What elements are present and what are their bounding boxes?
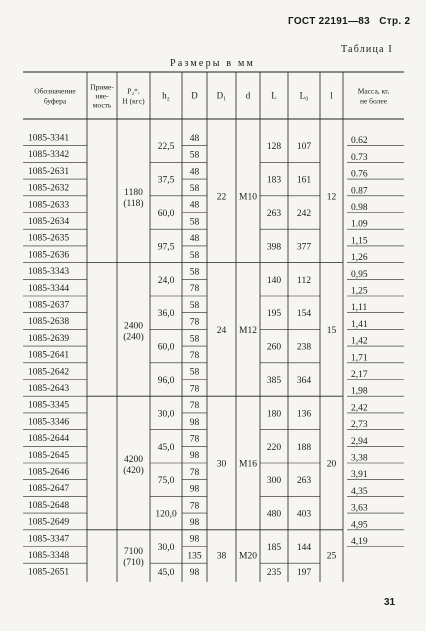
- column-header-d: d: [245, 90, 251, 101]
- buffer-designation: 1085-2636: [28, 250, 70, 261]
- buffer-designation: 1085-2639: [28, 333, 70, 344]
- h2-value: 97,5: [157, 242, 175, 253]
- h2-value: 24,0: [157, 275, 175, 286]
- h2-value: 36,0: [157, 309, 175, 320]
- mass-value: 3,63: [351, 503, 368, 514]
- length-l0-value: 144: [296, 543, 312, 553]
- mass-value: 1.09: [351, 219, 368, 230]
- nominal-force-value: 1180: [124, 187, 143, 198]
- buffer-designation: 1085-3347: [28, 534, 70, 545]
- h2-value: 37,5: [157, 175, 175, 186]
- length-value: 140: [266, 275, 282, 286]
- d1-value: 30: [216, 459, 227, 470]
- d-outer-value: 98: [189, 451, 200, 462]
- buffer-designation: 1085-3344: [28, 283, 70, 294]
- length-l0-value: 364: [296, 376, 312, 386]
- length-value: 195: [266, 309, 282, 320]
- d-outer-value: 78: [189, 401, 200, 412]
- length-l0-value: 403: [296, 509, 312, 520]
- d-outer-value: 48: [189, 200, 200, 211]
- length-value: 183: [266, 175, 282, 186]
- h2-value: 60,0: [157, 209, 175, 219]
- d-outer-value: 58: [189, 334, 200, 345]
- d-outer-value: 98: [189, 417, 200, 428]
- mass-value: 1,71: [351, 353, 368, 364]
- buffer-designation: 1085-2643: [28, 384, 70, 394]
- h2-value: 60,0: [157, 342, 175, 353]
- length-value: 260: [266, 342, 282, 353]
- d-outer-value: 58: [189, 367, 200, 378]
- length-value: 220: [266, 442, 282, 453]
- mass-value: 0.62: [351, 136, 368, 147]
- d-outer-value: 78: [189, 317, 200, 328]
- nominal-force-kgf-value: (240): [123, 332, 144, 343]
- column-header-mass: не более: [359, 96, 388, 106]
- d-outer-value: 58: [189, 150, 200, 161]
- mass-value: 2,42: [351, 403, 368, 414]
- d1-value: 24: [216, 325, 227, 336]
- mass-value: 0,95: [351, 269, 368, 280]
- nominal-force-kgf-value: (710): [123, 557, 144, 568]
- column-header-D: D: [191, 90, 198, 101]
- column-header-mass: Масса, кг,: [357, 86, 390, 96]
- d-outer-value: 58: [189, 300, 200, 311]
- buffer-designation: 1085-2644: [28, 434, 70, 445]
- h2-value: 30,0: [157, 409, 175, 420]
- l-value: 20: [326, 459, 337, 470]
- mass-value: 0.98: [351, 203, 368, 213]
- length-value: 300: [266, 476, 282, 487]
- column-header-p2: Н (кгс): [122, 96, 145, 106]
- d-outer-value: 58: [189, 267, 200, 278]
- column-header-applicability: няе-: [95, 91, 109, 101]
- buffer-designation: 1085-3346: [28, 417, 70, 428]
- d-outer-value: 48: [189, 234, 200, 245]
- nominal-force-value: 7100: [124, 546, 143, 557]
- nominal-force-value: 4200: [124, 455, 143, 465]
- column-header-p2: P₂*,: [127, 86, 140, 96]
- l-value: 15: [326, 325, 337, 336]
- d-outer-value: 58: [189, 183, 200, 194]
- buffer-designation: 1085-2635: [28, 233, 70, 244]
- table-label: Таблица I: [341, 44, 393, 55]
- d-outer-value: 98: [189, 517, 200, 528]
- length-value: 480: [266, 509, 282, 520]
- nominal-force-kgf-value: (118): [123, 198, 144, 209]
- buffer-designation: 1085-2647: [28, 484, 70, 495]
- length-l0-value: 188: [296, 442, 312, 453]
- mass-value: 2,94: [351, 436, 368, 447]
- d-outer-value: 58: [189, 250, 200, 261]
- column-header-designation: буфера: [43, 96, 67, 106]
- length-value: 398: [266, 242, 282, 253]
- d1-value: 22: [216, 192, 227, 203]
- h2-value: 30,0: [157, 543, 175, 553]
- mass-value: 1,42: [351, 336, 368, 347]
- d-outer-value: 78: [189, 384, 200, 395]
- length-value: 180: [266, 409, 282, 420]
- buffer-designation: 1085-2646: [28, 467, 70, 478]
- length-l0-value: 263: [296, 476, 312, 487]
- mass-value: 1,26: [351, 253, 368, 264]
- mass-value: 2,17: [351, 370, 368, 380]
- d-outer-value: 98: [189, 534, 200, 545]
- length-l0-value: 136: [296, 409, 312, 420]
- l-value: 12: [326, 192, 337, 203]
- h2-value: 120,0: [155, 509, 177, 520]
- mass-value: 1,11: [351, 303, 368, 314]
- length-l0-value: 197: [296, 568, 312, 579]
- buffer-designation: 1085-2649: [28, 517, 70, 528]
- length-value: 185: [266, 543, 282, 553]
- d-outer-value: 135: [187, 551, 202, 562]
- h2-value: 22,5: [157, 142, 175, 153]
- column-header-applicability: мость: [92, 100, 112, 110]
- buffer-designation: 1085-2642: [28, 367, 70, 378]
- column-header-D1: D₁: [216, 90, 227, 101]
- d-outer-value: 78: [189, 467, 200, 478]
- mass-value: 2,73: [351, 420, 368, 431]
- d-outer-value: 48: [189, 167, 200, 178]
- standard-number: ГОСТ 22191—83: [288, 16, 371, 27]
- d-outer-value: 78: [189, 350, 200, 361]
- mass-value: 4,19: [351, 537, 368, 547]
- mass-value: 3,38: [351, 453, 368, 464]
- thread-value: M20: [239, 551, 257, 562]
- mass-value: 0.76: [351, 169, 368, 180]
- column-header-designation: Обозначение: [34, 86, 76, 96]
- mass-value: 1,15: [351, 236, 368, 247]
- length-l0-value: 112: [297, 275, 311, 286]
- buffer-designation: 1085-2638: [28, 317, 70, 328]
- buffer-designation: 1085-3342: [28, 150, 70, 161]
- length-l0-value: 377: [296, 242, 312, 253]
- d-outer-value: 58: [189, 217, 200, 228]
- d-outer-value: 98: [189, 484, 200, 495]
- length-l0-value: 242: [296, 209, 312, 219]
- buffer-designation: 1085-3348: [28, 551, 70, 561]
- buffer-designation: 1085-2631: [28, 166, 70, 177]
- d-outer-value: 48: [189, 133, 200, 144]
- column-header-applicability: Приме-: [90, 82, 114, 92]
- buffer-designation: 1085-2633: [28, 200, 70, 211]
- mass-value: 0.73: [351, 152, 368, 163]
- nominal-force-kgf-value: (420): [123, 466, 144, 476]
- length-l0-value: 107: [296, 142, 312, 153]
- d-outer-value: 98: [189, 568, 200, 579]
- mass-value: 1,98: [351, 386, 368, 397]
- buffer-designation: 1085-3345: [28, 400, 70, 411]
- mass-value: 0.87: [351, 186, 368, 197]
- thread-value: M16: [239, 459, 257, 470]
- h2-value: 45,0: [157, 442, 175, 453]
- buffer-designation: 1085-2645: [28, 450, 70, 461]
- page-label: Стр. 2: [379, 16, 411, 27]
- column-header-L: L: [271, 90, 277, 101]
- d-outer-value: 78: [189, 501, 200, 512]
- length-value: 385: [266, 376, 282, 386]
- d-outer-value: 78: [189, 434, 200, 445]
- h2-value: 96,0: [157, 376, 175, 386]
- length-l0-value: 161: [296, 175, 312, 186]
- mass-value: 1,41: [351, 319, 368, 330]
- buffer-designation: 1085-2637: [28, 300, 70, 311]
- buffer-designation: 1085-2641: [28, 350, 70, 361]
- nominal-force-value: 2400: [124, 321, 143, 332]
- length-value: 235: [266, 568, 282, 579]
- table-caption: Размеры в мм: [170, 58, 256, 69]
- mass-value: 4,95: [351, 520, 368, 531]
- d-outer-value: 78: [189, 284, 200, 295]
- buffer-designation: 1085-2651: [28, 567, 70, 578]
- h2-value: 75,0: [157, 476, 175, 487]
- buffer-designation: 1085-2648: [28, 500, 70, 511]
- buffer-designation: 1085-2634: [28, 217, 70, 227]
- page-number: 31: [384, 597, 396, 608]
- mass-value: 4,35: [351, 486, 368, 497]
- length-value: 128: [266, 142, 282, 153]
- length-l0-value: 154: [296, 309, 312, 320]
- buffer-designation: 1085-3343: [28, 267, 70, 278]
- column-header-h2: h₂: [162, 90, 170, 101]
- h2-value: 45,0: [157, 568, 175, 579]
- length-l0-value: 238: [296, 342, 312, 353]
- column-header-L0: L₀: [299, 90, 309, 101]
- buffer-designation: 1085-3341: [28, 133, 70, 144]
- buffer-designation: 1085-2632: [28, 183, 70, 194]
- thread-value: M10: [239, 192, 257, 203]
- thread-value: M12: [239, 325, 257, 336]
- l-value: 25: [326, 551, 337, 562]
- column-header-l: l: [330, 90, 333, 101]
- length-value: 263: [266, 209, 282, 219]
- d1-value: 38: [216, 551, 227, 562]
- mass-value: 1,25: [351, 286, 368, 297]
- mass-value: 3,91: [351, 470, 368, 481]
